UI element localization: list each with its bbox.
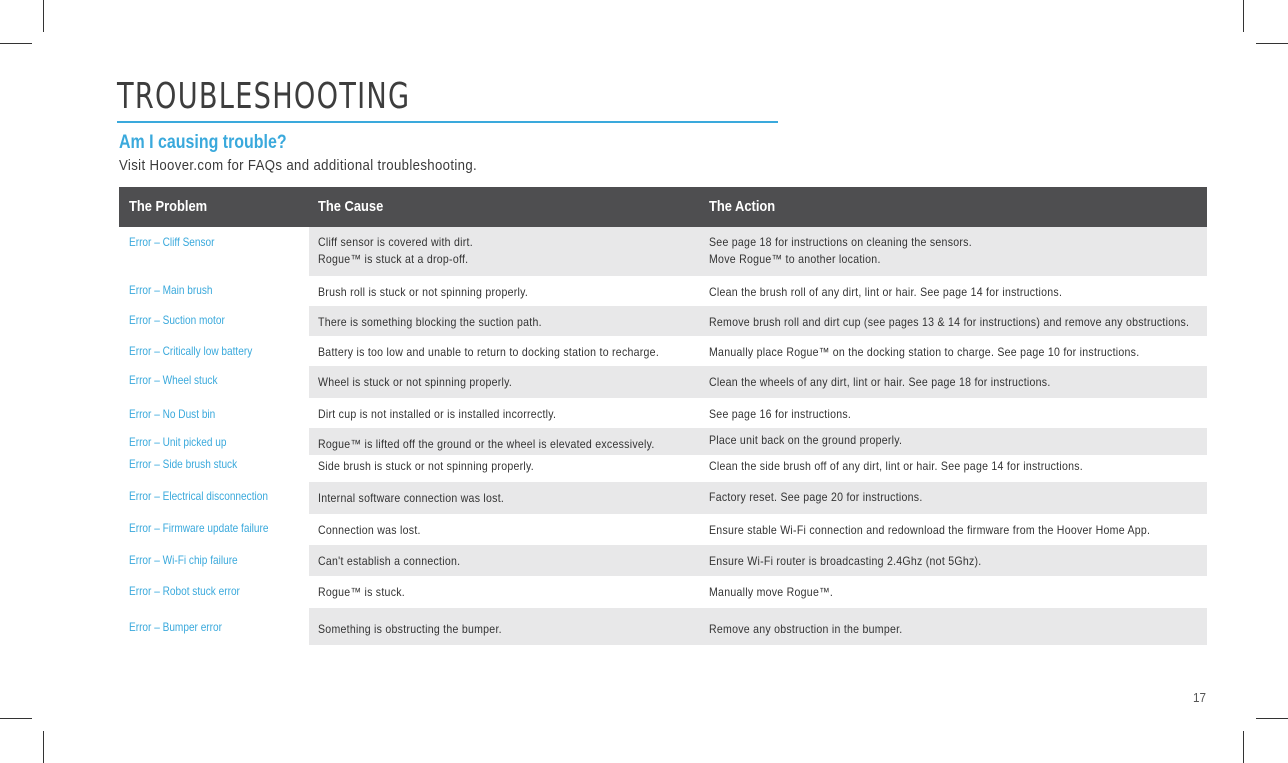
cause-cell [318,553,460,570]
problem-cell: Error – Main brush [129,283,213,297]
cause-cell [318,522,421,539]
cause-line: Wheel is stuck or not spinning properly. [318,375,513,389]
problem-cell: Error – Firmware update failure [129,521,269,535]
cause-line: Can't establish a connection. [318,554,461,568]
cause-cell [318,584,405,601]
section-subtitle: Am I causing trouble? [119,132,287,153]
table-row [119,608,1207,645]
problem-cell: Error – Wheel stuck [129,373,218,387]
action-line: Ensure stable Wi-Fi connection and redownload the firmware from the Hoover Home App. [709,523,1151,537]
cause-cell [318,406,556,423]
action-line: Place unit back on the ground properly. [709,433,903,447]
problem-cell: Error – Suction motor [129,313,225,327]
action-cell [709,432,902,449]
action-line: Remove brush roll and dirt cup (see pages 13 & 14 for instructions) and remove any obstructions. [709,315,1190,329]
cause-line: Battery is too low and unable to return to docking station to recharge. [318,345,660,359]
table-body [119,227,1207,645]
problem-cell: Error – Side brush stuck [129,457,238,471]
cause-cell [318,490,504,507]
table-row [119,545,1207,576]
crop-mark [0,718,32,719]
cause-line: Something is obstructing the bumper. [318,622,502,636]
table-row [119,227,1207,276]
cause-line: Connection was lost. [318,523,421,537]
cause-line: There is something blocking the suction path. [318,315,542,329]
table-row [119,336,1207,366]
action-line: Manually place Rogue™ on the docking station to charge. See page 10 for instructions. [709,345,1140,359]
cause-cell [318,314,542,331]
action-cell [709,314,1189,331]
cause-line: Brush roll is stuck or not spinning properly. [318,285,529,299]
column-header-action: The Action [709,198,776,215]
page-number: 17 [1193,690,1207,705]
problem-cell: Error – Cliff Sensor [129,235,215,249]
table-row [119,455,1207,482]
problem-cell: Error – Wi-Fi chip failure [129,553,238,567]
cause-line: Rogue™ is stuck. [318,585,405,599]
action-line: Clean the wheels of any dirt, lint or hair. See page 18 for instructions. [709,375,1051,389]
table-header [119,187,1207,227]
cause-line: Internal software connection was lost. [318,491,505,505]
problem-cell: Error – Critically low battery [129,344,253,358]
action-cell [709,553,981,570]
action-line: Move Rogue™ to another location. [709,252,881,266]
cause-line: Cliff sensor is covered with dirt. [318,235,473,249]
action-cell [709,284,1062,301]
action-cell [709,344,1139,361]
column-header-cause: The Cause [318,198,384,215]
table-row [119,514,1207,545]
table-row [119,482,1207,514]
problem-cell: Error – No Dust bin [129,407,216,421]
table-row [119,366,1207,398]
table-row [119,276,1207,306]
cause-line: Side brush is stuck or not spinning properly. [318,459,534,473]
crop-mark [1243,731,1244,763]
action-cell [709,489,923,506]
action-line: Remove any obstruction in the bumper. [709,622,903,636]
problem-cell: Error – Unit picked up [129,435,227,449]
action-cell [709,522,1150,539]
title-underline [117,121,778,123]
crop-mark [43,0,44,32]
problem-cell: Error – Electrical disconnection [129,489,268,503]
cause-cell [318,621,502,638]
crop-mark [43,731,44,763]
cause-line: Dirt cup is not installed or is installed incorrectly. [318,407,557,421]
cause-cell [318,436,655,453]
crop-mark [1256,718,1288,719]
action-line: Clean the side brush off of any dirt, lint or hair. See page 14 for instructions. [709,459,1083,473]
action-line: Manually move Rogue™. [709,585,834,599]
cause-line: Rogue™ is stuck at a drop-off. [318,252,469,266]
action-cell [709,621,903,638]
action-line: See page 16 for instructions. [709,407,852,421]
cause-cell [318,234,473,268]
action-line: Clean the brush roll of any dirt, lint or hair. See page 14 for instructions. [709,285,1063,299]
crop-mark [0,43,32,44]
cause-cell [318,344,659,361]
cause-line: Rogue™ is lifted off the ground or the wheel is elevated excessively. [318,437,655,451]
table-row [119,428,1207,455]
cause-cell [318,458,534,475]
action-cell [709,234,972,268]
action-line: Ensure Wi-Fi router is broadcasting 2.4Ghz (not 5Ghz). [709,554,982,568]
page-title: TROUBLESHOOTING [117,76,411,117]
crop-mark [1256,43,1288,44]
action-cell [709,458,1083,475]
table-row [119,306,1207,336]
cause-cell [318,284,528,301]
action-cell [709,374,1051,391]
intro-text: Visit Hoover.com for FAQs and additional troubleshooting. [119,157,478,174]
table-row [119,398,1207,428]
table-row [119,576,1207,608]
column-header-problem: The Problem [129,198,208,215]
troubleshooting-table [119,187,1207,645]
action-line: See page 18 for instructions on cleaning the sensors. [709,235,972,249]
action-line: Factory reset. See page 20 for instructions. [709,490,923,504]
action-cell [709,584,833,601]
cause-cell [318,374,512,391]
crop-mark [1243,0,1244,32]
problem-cell: Error – Bumper error [129,620,222,634]
problem-cell: Error – Robot stuck error [129,584,240,598]
action-cell [709,406,851,423]
